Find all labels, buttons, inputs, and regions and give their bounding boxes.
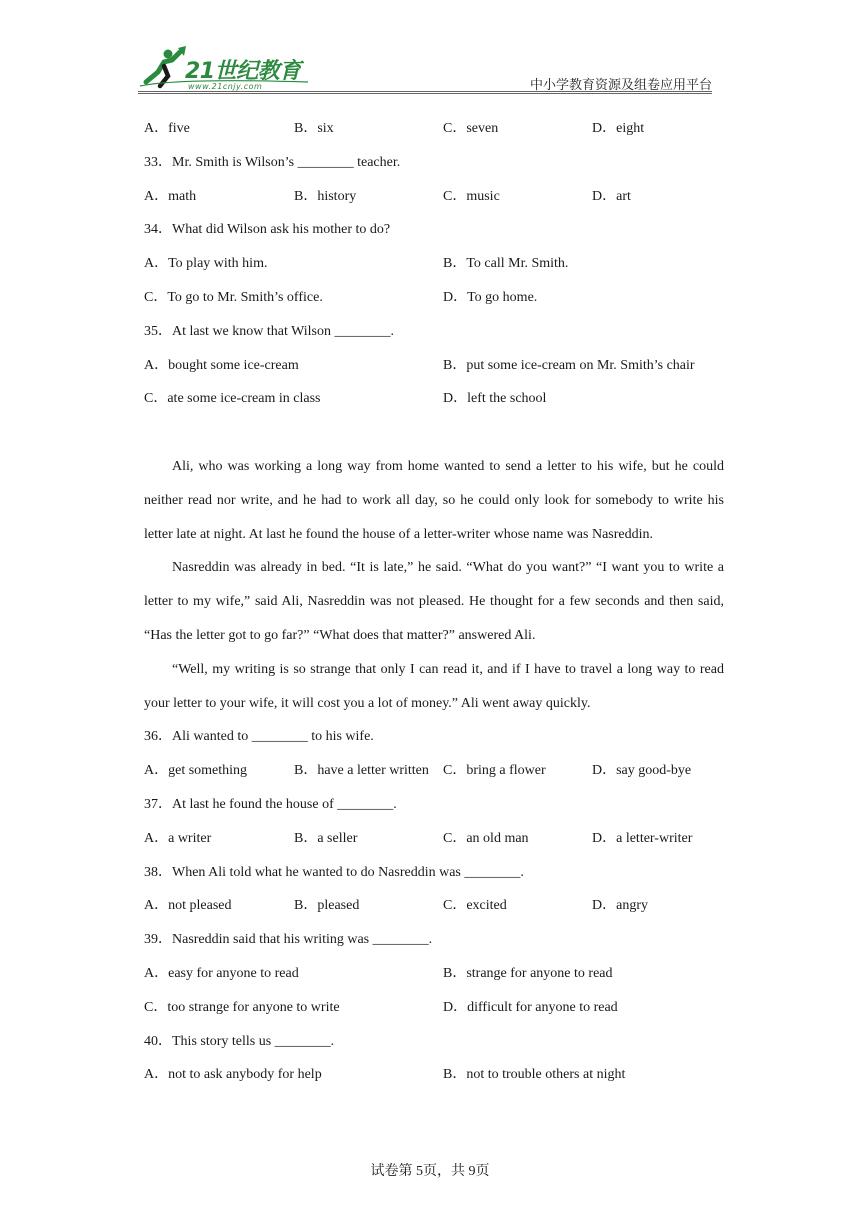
- q38-stem: 38．When Ali told what he wanted to do Nasreddin was ________.: [144, 864, 524, 880]
- header-divider: [138, 93, 712, 94]
- option-a: A．bought some ice-cream: [144, 357, 299, 373]
- option-b: B．history: [294, 188, 357, 204]
- option-d: D．left the school: [443, 391, 547, 407]
- option-d: D．difficult for anyone to read: [443, 999, 618, 1015]
- exam-content: [144, 112, 724, 1092]
- page-header: [138, 40, 712, 94]
- option-c: C．an old man: [443, 830, 529, 846]
- option-b: B．pleased: [294, 898, 360, 914]
- option-a: A．not to ask anybody for help: [144, 1067, 322, 1083]
- q36-stem: 36．Ali wanted to ________ to his wife.: [144, 729, 374, 745]
- option-b: B．a seller: [294, 830, 358, 846]
- option-d: D．angry: [592, 898, 648, 914]
- passage-paragraph: “Well, my writing is so strange that only I can read it, and if I have to travel a long way to read your letter to your wife, it will cost you a lot of money.” Ali went away quickly.: [144, 661, 724, 711]
- option-d: D．say good-bye: [592, 763, 692, 779]
- passage-paragraph: Nasreddin was already in bed. “It is late,” he said. “What do you want?” “I want you to write a letter to my wife,” said Ali, Nasreddin was not pleased. He thought for a few seconds and then said, “Has the letter got to go far?” “What does that matter?” answered Ali.: [144, 560, 724, 643]
- q39-stem: 39．Nasreddin said that his writing was ________.: [144, 932, 433, 948]
- logo-text: 21世纪教育: [185, 59, 301, 84]
- logo: [138, 44, 313, 92]
- option-d: D．eight: [592, 121, 645, 136]
- option-c: C．music: [443, 188, 500, 204]
- option-d: D．To go home.: [443, 289, 538, 305]
- page-footer: 试卷第 5页，共 9页: [370, 1164, 490, 1179]
- q36-options: [144, 754, 724, 788]
- q40-options-row1: [144, 1058, 724, 1092]
- option-a: A．a writer: [144, 830, 212, 846]
- option-a: A．not pleased: [144, 898, 232, 914]
- q40-stem: 40．This story tells us ________.: [144, 1033, 335, 1049]
- q34-options-row2: [144, 281, 724, 315]
- passage-paragraph: Ali, who was working a long way from home wanted to send a letter to his wife, but he could neither read nor write, and he had to work all day, so he could only look for somebody to write his letter late at night. At last he found the house of a letter-writer whose name was Nasreddin.: [144, 458, 724, 542]
- option-a: A．To play with him.: [144, 256, 268, 272]
- q38-options: [144, 889, 724, 923]
- option-c: C．excited: [443, 898, 507, 914]
- q33-stem: 33．Mr. Smith is Wilson’s ________ teacher.: [144, 154, 401, 170]
- option-c: C．too strange for anyone to write: [144, 999, 340, 1015]
- option-b: B．put some ice-cream on Mr. Smith’s chair: [443, 357, 695, 373]
- spacer: [144, 416, 724, 450]
- option-d: D．a letter-writer: [592, 830, 693, 846]
- q32-options: [144, 112, 724, 146]
- q37-options: [144, 822, 724, 856]
- option-c: C．bring a flower: [443, 763, 546, 779]
- q33-options: [144, 180, 724, 214]
- option-a: A．five: [144, 121, 190, 136]
- q39-options-row2: [144, 991, 724, 1025]
- option-c: C．ate some ice-cream in class: [144, 391, 321, 407]
- option-a: A．math: [144, 188, 197, 204]
- q35-stem: 35．At last we know that Wilson ________.: [144, 323, 394, 339]
- option-c: C．seven: [443, 121, 499, 136]
- q34-stem: 34．What did Wilson ask his mother to do?: [144, 222, 391, 238]
- option-b: B．have a letter written: [294, 763, 429, 779]
- option-b: B．strange for anyone to read: [443, 965, 613, 981]
- q37-stem: 37．At last he found the house of ________.: [144, 796, 397, 812]
- option-b: B．To call Mr. Smith.: [443, 256, 569, 272]
- option-d: D．art: [592, 188, 631, 204]
- logo-url: www.21cnjy.com: [188, 82, 263, 91]
- option-b: B．not to trouble others at night: [443, 1067, 626, 1083]
- option-a: A．get something: [144, 763, 248, 779]
- q34-options-row1: [144, 247, 724, 281]
- q39-options-row1: [144, 957, 724, 991]
- option-c: C．To go to Mr. Smith’s office.: [144, 289, 323, 305]
- header-divider: [138, 91, 712, 92]
- platform-title: 中小学教育资源及组卷应用平台: [529, 77, 712, 92]
- q35-options-row2: [144, 382, 724, 416]
- option-b: B．six: [294, 121, 334, 136]
- option-a: A．easy for anyone to read: [144, 965, 299, 981]
- q35-options-row1: [144, 349, 724, 383]
